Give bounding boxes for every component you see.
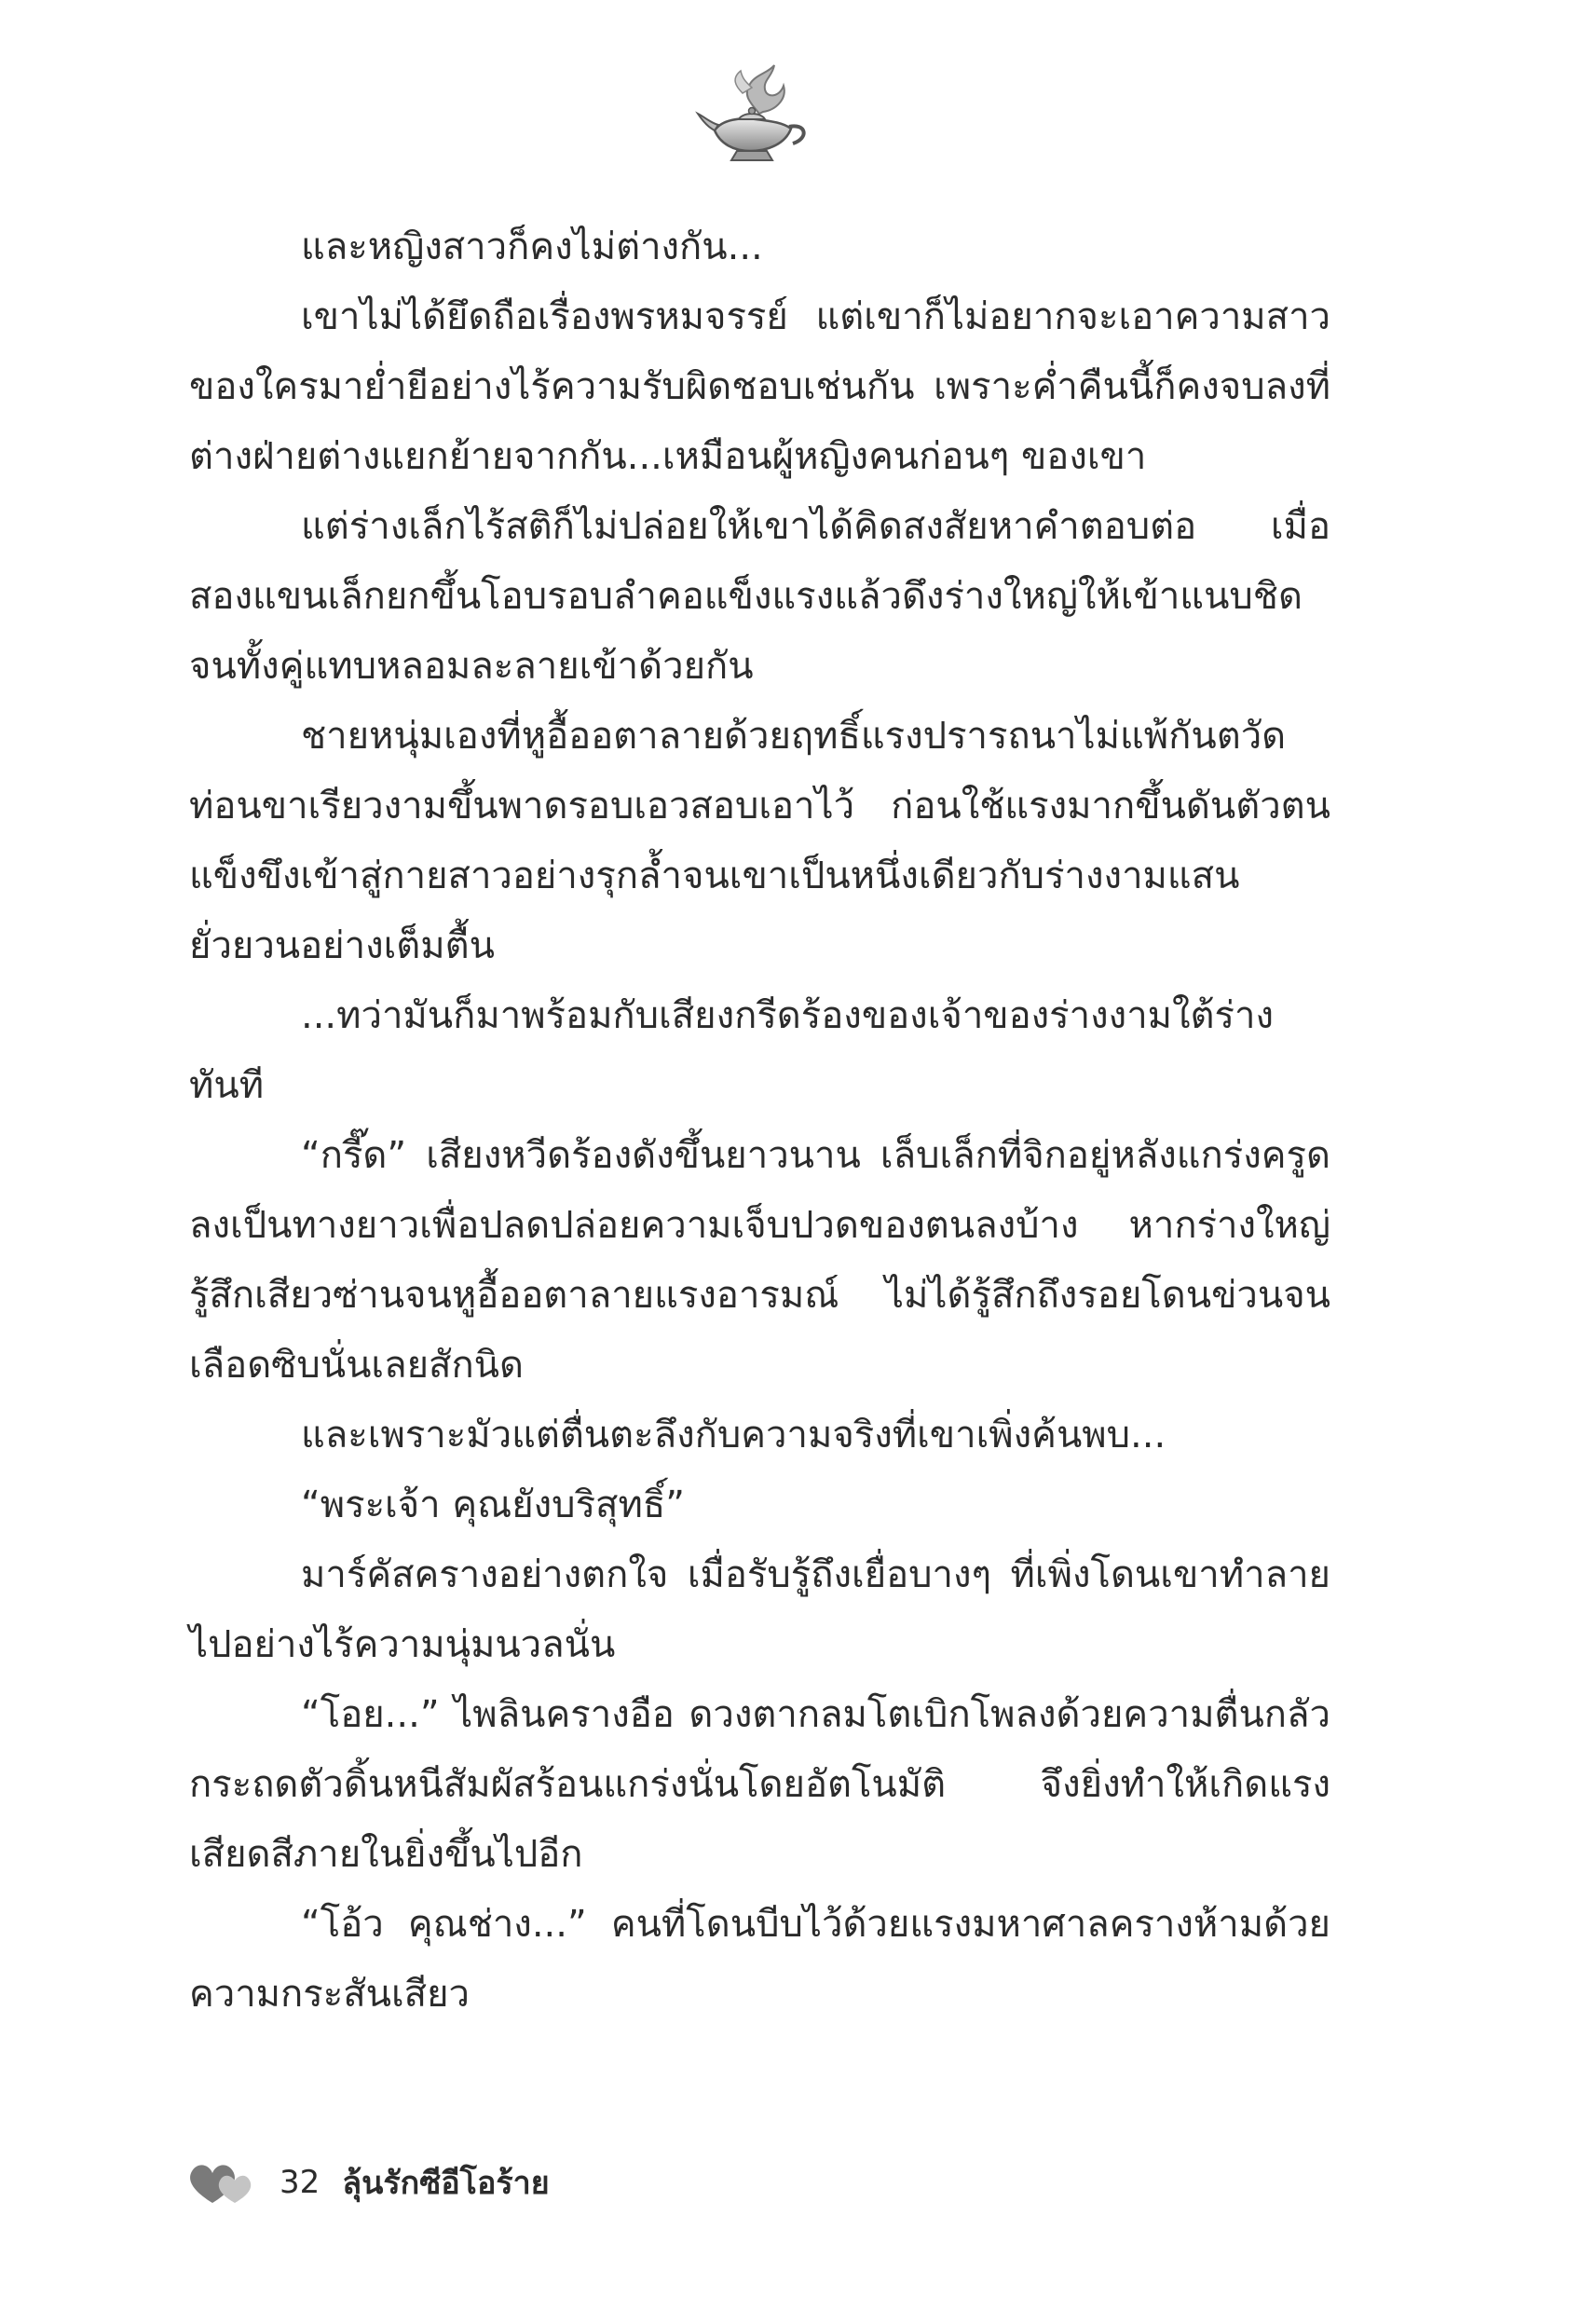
paragraph: เขาไม่ได้ยึดถือเรื่องพรหมจรรย์ แต่เขาก็ไม่อยากจะเอาความสาวของใครมาย่ำยีอย่างไร้ความรับผิดชอบเช่นกัน เพราะค่ำคืนนี้ก็คงจบลงที่ต่างฝ่ายต่างแยกย้ายจากกัน...เหมือนผู้หญิงคนก่อนๆ ของเขา <box>189 295 1330 478</box>
paragraph: และหญิงสาวก็คงไม่ต่างกัน... <box>301 226 763 268</box>
page-footer <box>184 2154 550 2210</box>
paragraph: แต่ร่างเล็กไร้สติก็ไม่ปล่อยให้เขาได้คิดสงสัยหาคำตอบต่อ เมื่อสองแขนเล็กยกขึ้นโอบรอบลำคอแข็งแรงแล้วดึงร่างใหญ่ให้เข้าแนบชิดจนทั้งคู่แทบหลอมละลายเข้าด้วยกัน <box>189 505 1330 688</box>
paragraph: “กรี๊ด” เสียงหวีดร้องดังขึ้นยาวนาน เล็บเล็กที่จิกอยู่หลังแกร่งครูดลงเป็นทางยาวเพื่อปลดปล่อยความเจ็บปวดของตนลงบ้าง หากร่างใหญ่รู้สึกเสียวซ่านจนหูอื้ออตาลายแรงอารมณ์ ไม่ได้รู้สึกถึงรอยโดนข่วนจนเลือดซิบนั่นเลยสักนิด <box>189 1134 1330 1387</box>
book-title: ลุ้นรักซีอีโอร้าย <box>342 2165 550 2202</box>
paragraph: ชายหนุ่มเองที่หูอื้ออตาลายด้วยฤทธิ์แรงปรารถนาไม่แพ้กันตวัดท่อนขาเรียวงามขึ้นพาดรอบเอวสอบเอาไว้ ก่อนใช้แรงมากขึ้นดันตัวตนแข็งขึงเข้าสู่กายสาวอย่างรุกล้ำจนเขาเป็นหนึ่งเดียวกับร่างงามแสนยั่วยวนอย่างเต็มตื้น <box>189 715 1330 967</box>
paragraph: “พระเจ้า คุณยังบริสุทธิ์” <box>301 1484 685 1526</box>
paragraph: “โอ้ว คุณช่าง...” คนที่โดนบีบไว้ด้วยแรงมหาศาลครางห้ามด้วยความกระสันเสียว <box>189 1903 1330 2016</box>
hearts-icon <box>184 2156 261 2208</box>
genie-lamp-icon <box>694 58 815 170</box>
paragraph: “โอย...” ไพลินครางอือ ดวงตากลมโตเบิกโพลงด้วยความตื่นกลัวกระถดตัวดิ้นหนีสัมผัสร้อนแกร่งนั่นโดยอัตโนมัติ จึงยิ่งทำให้เกิดแรงเสียดสีภายในยิ่งขึ้นไปอีก <box>189 1693 1330 1876</box>
paragraph: ...ทว่ามันก็มาพร้อมกับเสียงกรีดร้องของเจ้าของร่างงามใต้ร่างทันที <box>189 994 1275 1107</box>
paragraph: มาร์คัสครางอย่างตกใจ เมื่อรับรู้ถึงเยื่อบางๆ ที่เพิ่งโดนเขาทำลายไปอย่างไร้ความนุ่มนวลนั่น <box>189 1553 1330 1666</box>
paragraph: และเพราะมัวแต่ตื่นตะลึงกับความจริงที่เขาเพิ่งค้นพบ... <box>301 1414 1166 1456</box>
body-text <box>189 212 1330 2030</box>
page-number: 32 <box>280 2164 321 2201</box>
